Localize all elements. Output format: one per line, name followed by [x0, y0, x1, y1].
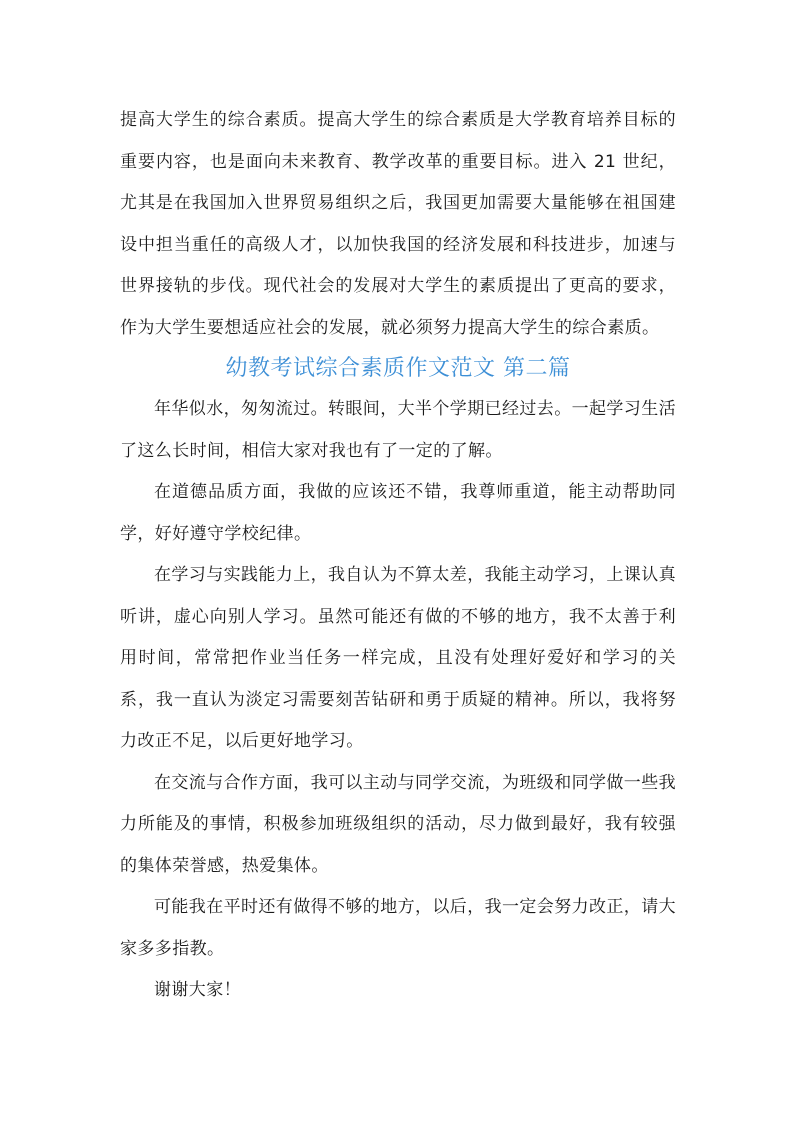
intro-paragraph: 提高大学生的综合素质。提高大学生的综合素质是大学教育培养目标的重要内容，也是面向未来教育、教学改革的重要目标。进入 21 世纪，尤其是在我国加入世界贸易组织之后，我国更加需要大量能够在祖国建设中担当重任的高级人才，以加快我国的经济发展和科技进步，加速与世界接轨的步伐。现代社会的发展对大学生的素质提出了更高的要求，作为大学生要想适应社会的发展，就必须努力提高大学生的综合素质。: [120, 110, 676, 338]
paragraph: 可能我在平时还有做得不够的地方，以后，我一定会努力改正，请大家多多指教。: [120, 897, 676, 959]
paragraph: 在道德品质方面，我做的应该还不错，我尊师重道，能主动帮助同学，好好遵守学校纪律。: [120, 482, 676, 544]
paragraph: 在交流与合作方面，我可以主动与同学交流，为班级和同学做一些我力所能及的事情，积极参加班级组织的活动，尽力做到最好，我有较强的集体荣誉感，热爱集体。: [120, 772, 676, 876]
document-body: [120, 100, 676, 1012]
section-heading: 幼教考试综合素质作文范文 第二篇: [225, 356, 571, 381]
closing-line: 谢谢大家！: [154, 980, 241, 1000]
paragraph: 在学习与实践能力上，我自认为不算太差，我能主动学习，上课认真听讲，虚心向别人学习。虽然可能还有做的不够的地方，我不太善于利用时间，常常把作业当任务一样完成，且没有处理好爱好和学习的关系，我一直认为淡定习需要刻苦钻研和勇于质疑的精神。所以，我将努力改正不足，以后更好地学习。: [120, 565, 676, 751]
section-two-body: [120, 389, 676, 1012]
paragraph: 年华似水，匆匆流过。转眼间，大半个学期已经过去。一起学习生活了这么长时间，相信大家对我也有了一定的了解。: [120, 399, 676, 461]
